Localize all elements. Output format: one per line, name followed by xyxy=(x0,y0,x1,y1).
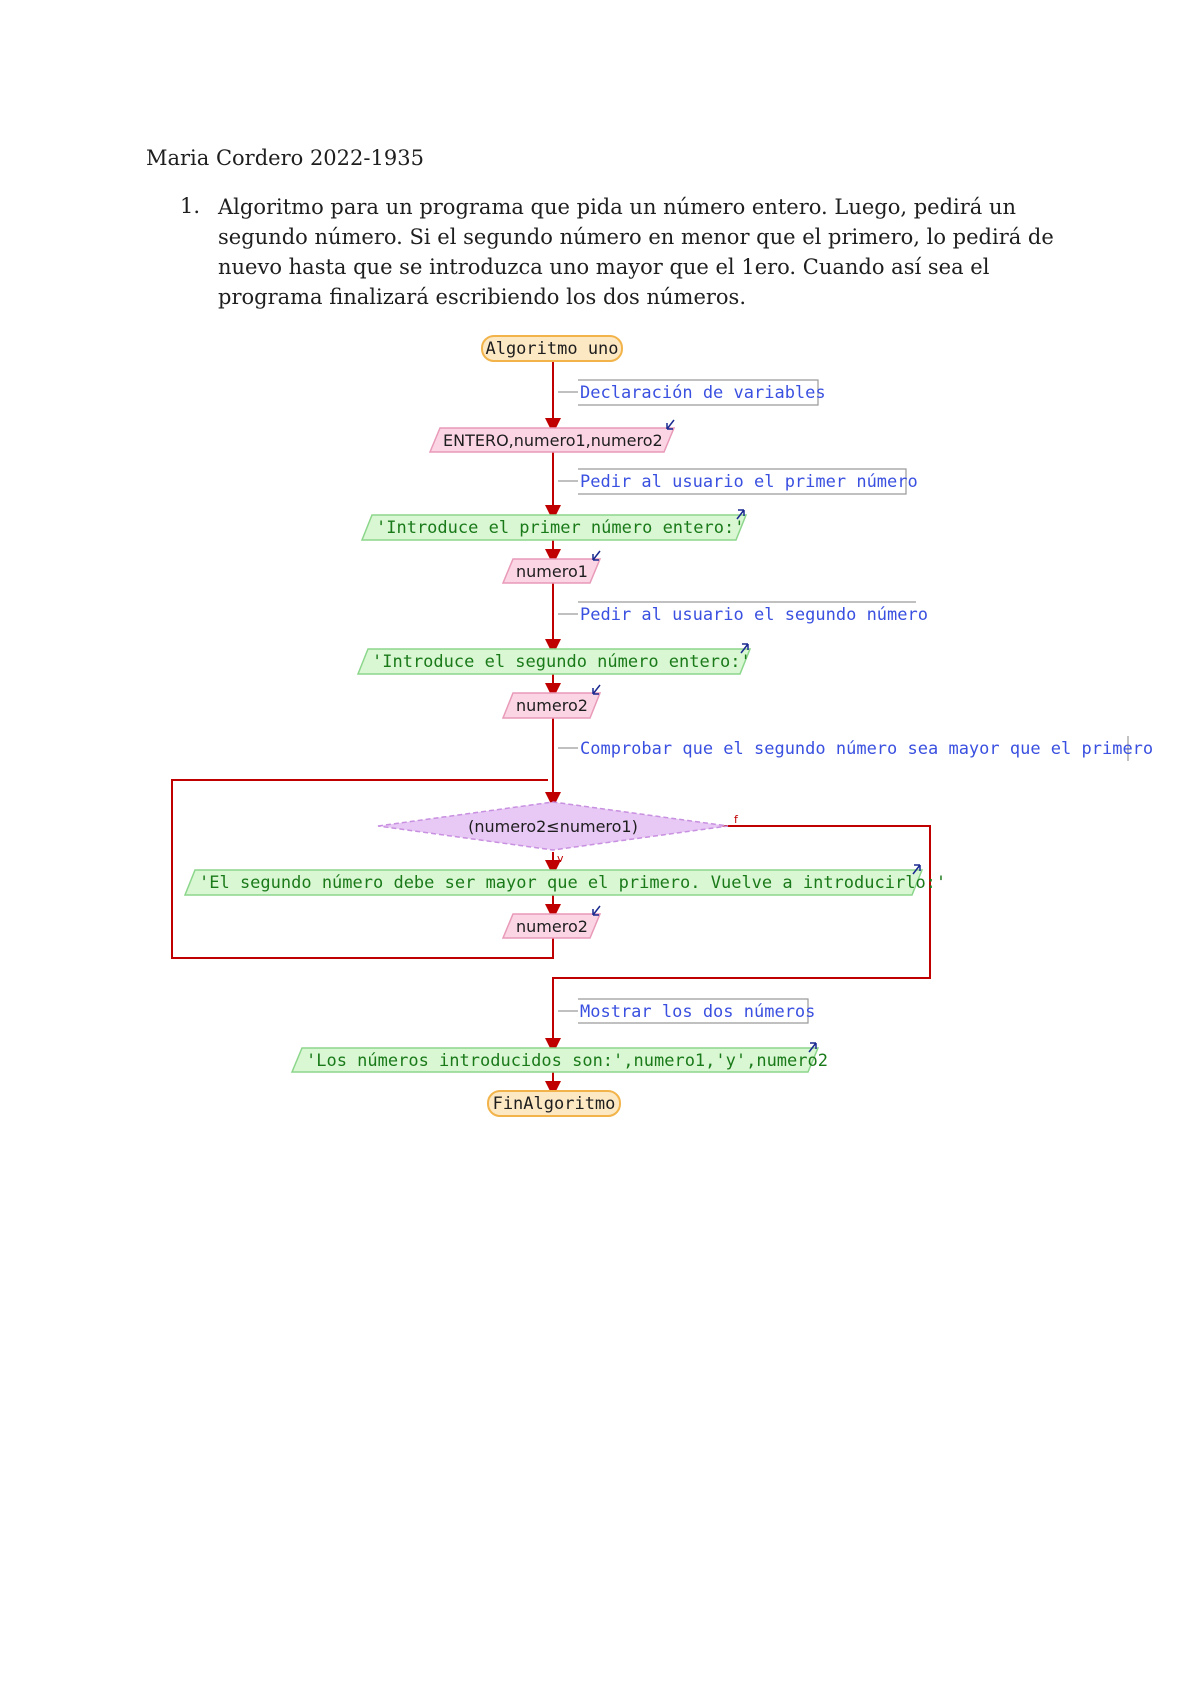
loop-back-line xyxy=(172,780,553,958)
prompt-second-label: 'Introduce el segundo número entero:' xyxy=(372,652,751,672)
comment-first: Pedir al usuario el primer número xyxy=(580,472,918,492)
list-item-number: 1. xyxy=(180,194,201,218)
comment-show: Mostrar los dos números xyxy=(580,1002,816,1022)
prompt-retry-label: 'El segundo número debe ser mayor que el primero. Vuelve a introducirlo:' xyxy=(199,873,947,893)
decision-label: (numero2≤numero1) xyxy=(468,817,638,836)
output-label: 'Los números introducidos son:',numero1,'y',numero2 xyxy=(306,1051,828,1071)
start-label: Algoritmo uno xyxy=(485,339,619,359)
flow-lines xyxy=(172,361,930,1091)
comment-second: Pedir al usuario el segundo número xyxy=(580,605,928,625)
comment-check: Comprobar que el segundo número sea mayor que el primero xyxy=(580,739,1154,759)
list-item-text: Algoritmo para un programa que pida un número entero. Luego, pedirá un segundo número. Si el segundo número en menor que el primero, lo pedirá de nuevo hasta que se introduzca uno mayor que el 1ero. Cuando así sea el programa finalizará escribiendo los dos números. xyxy=(218,195,1054,309)
end-label: FinAlgoritmo xyxy=(492,1094,616,1114)
comment-declare: Declaración de variables xyxy=(580,383,826,403)
prompt-first-label: 'Introduce el primer número entero:' xyxy=(376,518,745,538)
author-line: Maria Cordero 2022-1935 xyxy=(146,146,424,170)
read-first-label: numero1 xyxy=(516,562,588,581)
read-second-label: numero2 xyxy=(516,696,588,715)
false-branch-label: f xyxy=(734,813,738,826)
declare-label: ENTERO,numero1,numero2 xyxy=(443,431,663,450)
read-retry-label: numero2 xyxy=(516,917,588,936)
true-branch-label: v xyxy=(557,852,564,865)
